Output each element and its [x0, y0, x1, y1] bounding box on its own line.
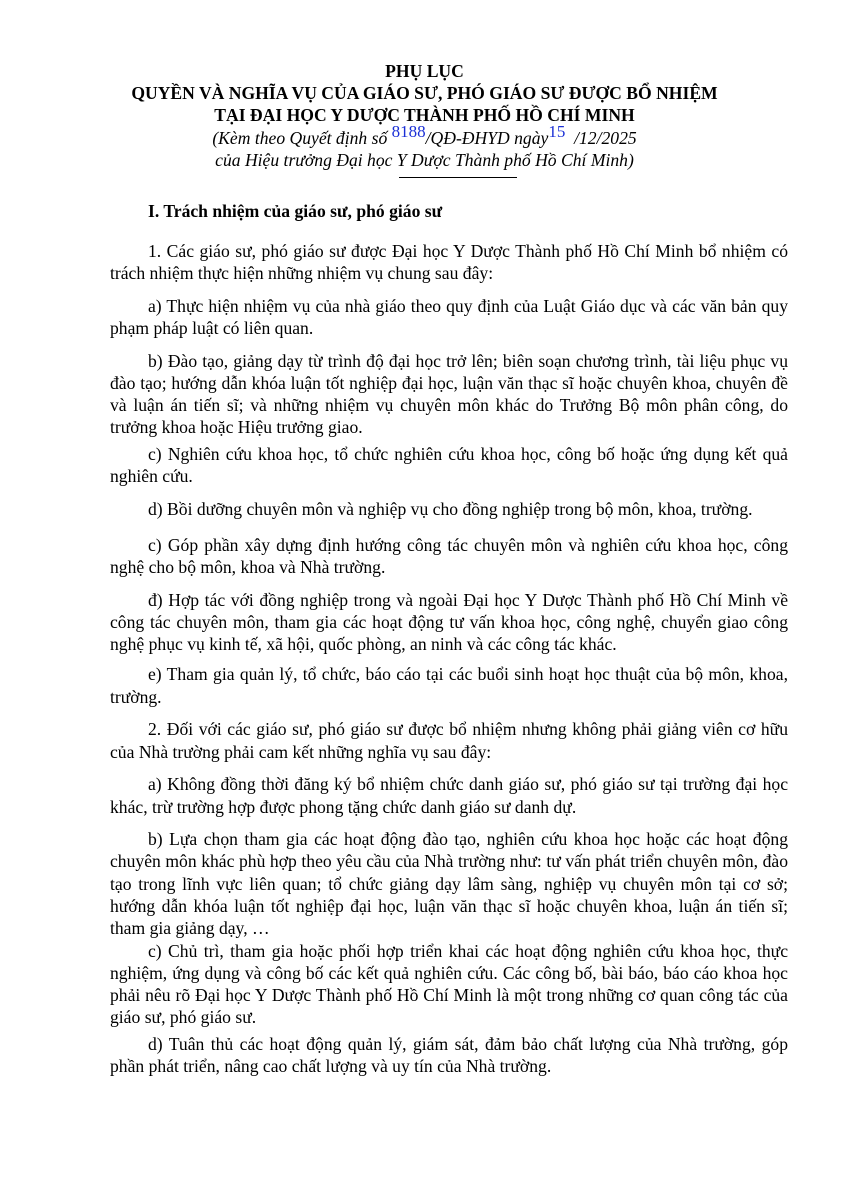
appendix-subtitle-line1: QUYỀN VÀ NGHĨA VỤ CỦA GIÁO SƯ, PHÓ GIÁO SƯ ĐƯỢC BỔ NHIỆM — [131, 83, 718, 103]
paragraph-2a: a) Không đồng thời đăng ký bổ nhiệm chức danh giáo sư, phó giáo sư tại trường đại học khác, trừ trường hợp được phong tặng chức danh giáo sư danh dự. — [110, 774, 788, 817]
paragraph-2d: d) Tuân thủ các hoạt động quản lý, giám sát, đảm bảo chất lượng của Nhà trường, góp phần phát triển, nâng cao chất lượng và uy tín của Nhà trường. — [110, 1033, 788, 1076]
paragraph-1c2: c) Góp phần xây dựng định hướng công tác chuyên môn và nghiên cứu khoa học, công nghệ cho bộ môn, khoa và Nhà trường. — [110, 535, 788, 578]
paragraph-1a: a) Thực hiện nhiệm vụ của nhà giáo theo quy định của Luật Giáo dục và các văn bản quy phạm pháp luật có liên quan. — [110, 295, 788, 339]
appendix-subtitle-line2: TẠI ĐẠI HỌC Y DƯỢC THÀNH PHỐ HỒ CHÍ MINH — [214, 105, 635, 125]
paragraph-1: 1. Các giáo sư, phó giáo sư được Đại học Y Dược Thành phố Hồ Chí Minh bổ nhiệm có trách nhiệm thực hiện những nhiệm vụ chung sau đây: — [110, 241, 788, 284]
paragraph-2b: b) Lựa chọn tham gia các hoạt động đào tạo, nghiên cứu khoa học hoặc các hoạt động chuyên môn khác phù hợp theo yêu cầu của Nhà trường như: tư vấn phát triển chuyên môn, đào tạo trong lĩnh vực liên quan; tổ chức giảng dạy lâm sàng, nghiệp vụ chuyên môn tại cơ sở; hướng dẫn khóa luận tốt nghiệp đại học, luận văn thạc sĩ hoặc chuyên khoa, luận án tiến sĩ; tham gia giảng dạy, … — [110, 829, 788, 939]
paragraph-1c: c) Nghiên cứu khoa học, tổ chức nghiên cứu khoa học, công bố hoặc ứng dụng kết quả nghiên cứu. — [110, 443, 788, 487]
paragraph-1d: d) Bồi dưỡng chuyên môn và nghiệp vụ cho đồng nghiệp trong bộ môn, khoa, trường. — [148, 498, 753, 519]
ref-suffix: /12/2025 — [565, 128, 637, 148]
ref-middle: /QĐ-ĐHYD ngày — [425, 128, 549, 148]
decision-day: 15 — [548, 122, 566, 141]
decision-issuer: của Hiệu trưởng Đại học Y Dược Thành phố Hồ Chí Minh) — [215, 150, 634, 170]
decision-reference — [0, 122, 849, 150]
paragraph-1dd: đ) Hợp tác với đồng nghiệp trong và ngoài Đại học Y Dược Thành phố Hồ Chí Minh về công tác chuyên môn, tham gia các hoạt động tư vấn khoa học, công nghệ, chuyển giao công nghệ phục vụ kinh tế, xã hội, quốc phòng, an ninh và các công tác khác. — [110, 590, 788, 655]
appendix-title: PHỤ LỤC — [385, 61, 464, 81]
decision-number: 8188 — [391, 122, 426, 141]
paragraph-2: 2. Đối với các giáo sư, phó giáo sư được bổ nhiệm nhưng không phải giảng viên cơ hữu của Nhà trường phải cam kết những nghĩa vụ sau đây: — [110, 719, 788, 762]
section-heading: I. Trách nhiệm của giáo sư, phó giáo sư — [148, 201, 443, 221]
paragraph-1b: b) Đào tạo, giảng dạy từ trình độ đại học trở lên; biên soạn chương trình, tài liệu phục vụ đào tạo; hướng dẫn khóa luận tốt nghiệp đại học, luận văn thạc sĩ hoặc chuyên khoa, chuyên đề và luận án tiến sĩ; và những nhiệm vụ chuyên môn khác do Trưởng Bộ môn phân công, do trưởng khoa hoặc Hiệu trưởng giao. — [110, 350, 788, 438]
header-divider — [399, 177, 517, 178]
paragraph-1e: e) Tham gia quản lý, tổ chức, báo cáo tại các buổi sinh hoạt học thuật của bộ môn, khoa, trường. — [110, 664, 788, 707]
paragraph-2c: c) Chủ trì, tham gia hoặc phối hợp triển khai các hoạt động nghiên cứu khoa học, thực nghiệm, ứng dụng và công bố các kết quả nghiên cứu. Các công bố, bài báo, báo cáo khoa học phải nêu rõ Đại học Y Dược Thành phố Hồ Chí Minh là một trong những cơ quan công tác của giáo sư, phó giáo sư. — [110, 940, 788, 1028]
ref-prefix: (Kèm theo Quyết định số — [212, 128, 392, 148]
